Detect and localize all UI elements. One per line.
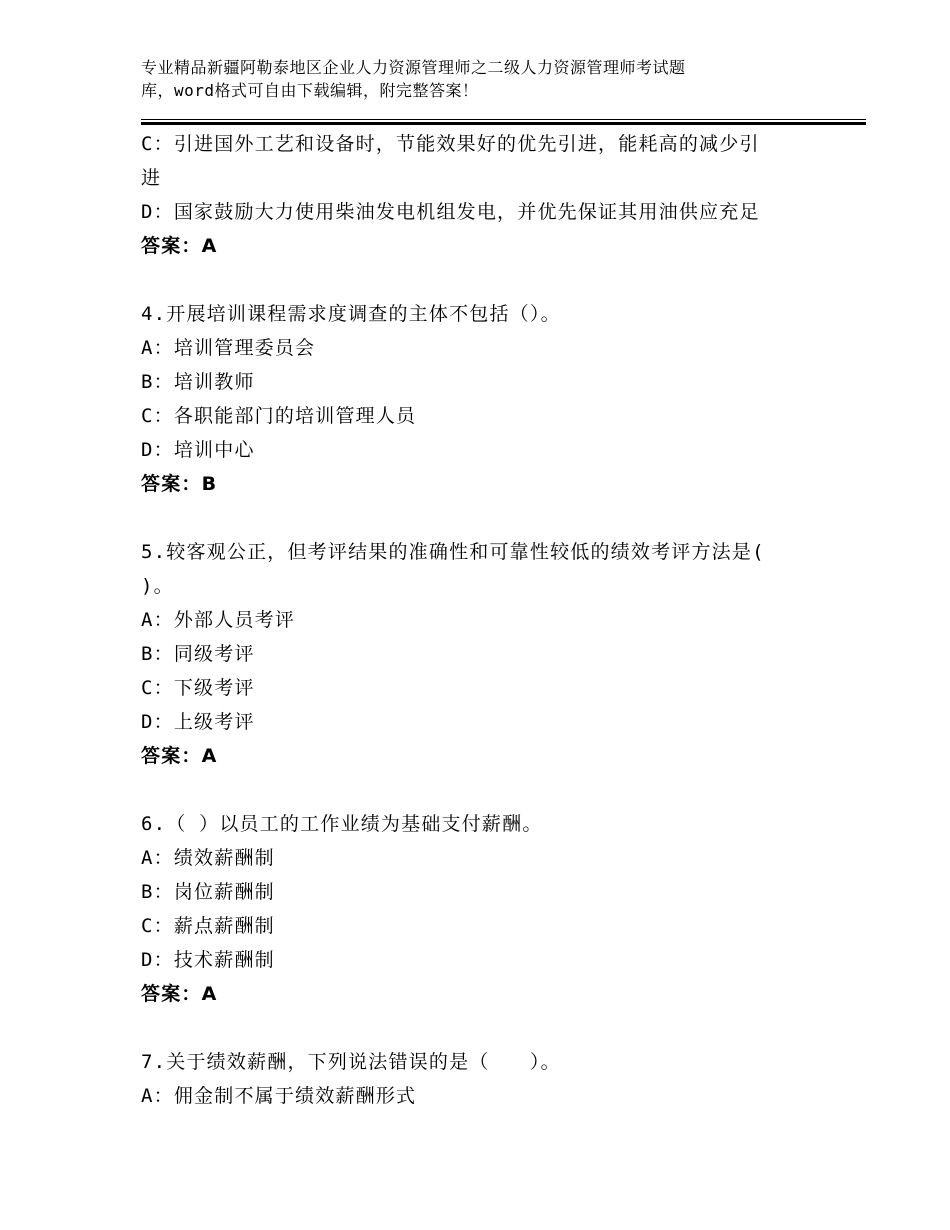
option-d: D：培训中心 (141, 439, 255, 461)
option-b: B：岗位薪酬制 (141, 881, 275, 903)
spacer (141, 1011, 811, 1045)
question-3 (141, 127, 811, 263)
header-rule (141, 119, 866, 125)
option-a: A：培训管理委员会 (141, 337, 316, 359)
spacer (141, 501, 811, 535)
header-title-line-1: 专业精品新疆阿勒泰地区企业人力资源管理师之二级人力资源管理师考试题 (141, 58, 686, 77)
answer: 答案：B (141, 473, 218, 495)
question-text: 5.较客观公正，但考评结果的准确性和可靠性较低的绩效考评方法是( (141, 541, 765, 563)
spacer (141, 773, 811, 807)
question-4 (141, 297, 811, 501)
option-a: A：绩效薪酬制 (141, 847, 275, 869)
question-text: 4.开展培训课程需求度调查的主体不包括（）。 (141, 303, 561, 325)
question-text: 7.关于绩效薪酬，下列说法错误的是（ ）。 (141, 1051, 561, 1073)
header-rule-thin (141, 119, 866, 120)
question-text-continued: )。 (141, 575, 174, 597)
answer: 答案：A (141, 235, 218, 257)
option-c: C：薪点薪酬制 (141, 915, 275, 937)
option-b: B：同级考评 (141, 643, 255, 665)
option-a: A：佣金制不属于绩效薪酬形式 (141, 1085, 417, 1107)
option-c: C：引进国外工艺和设备时，节能效果好的优先引进，能耗高的减少引 (141, 133, 760, 155)
answer: 答案：A (141, 745, 218, 767)
option-c-continued: 进 (141, 167, 162, 189)
page-header (141, 56, 781, 102)
header-rule-thick (141, 122, 866, 125)
document-body (141, 127, 811, 1113)
option-b: B：培训教师 (141, 371, 255, 393)
question-7 (141, 1045, 811, 1113)
option-d: D：上级考评 (141, 711, 255, 733)
option-c: C：各职能部门的培训管理人员 (141, 405, 417, 427)
spacer (141, 263, 811, 297)
question-6 (141, 807, 811, 1011)
option-d: D：国家鼓励大力使用柴油发电机组发电，并优先保证其用油供应充足 (141, 201, 760, 223)
header-title-line-2: 库，word格式可自由下载编辑，附完整答案！ (141, 81, 479, 100)
option-a: A：外部人员考评 (141, 609, 296, 631)
answer: 答案：A (141, 983, 218, 1005)
question-5 (141, 535, 811, 773)
option-d: D：技术薪酬制 (141, 949, 275, 971)
question-text: 6.（ ）以员工的工作业绩为基础支付薪酬。 (141, 813, 543, 835)
option-c: C：下级考评 (141, 677, 255, 699)
